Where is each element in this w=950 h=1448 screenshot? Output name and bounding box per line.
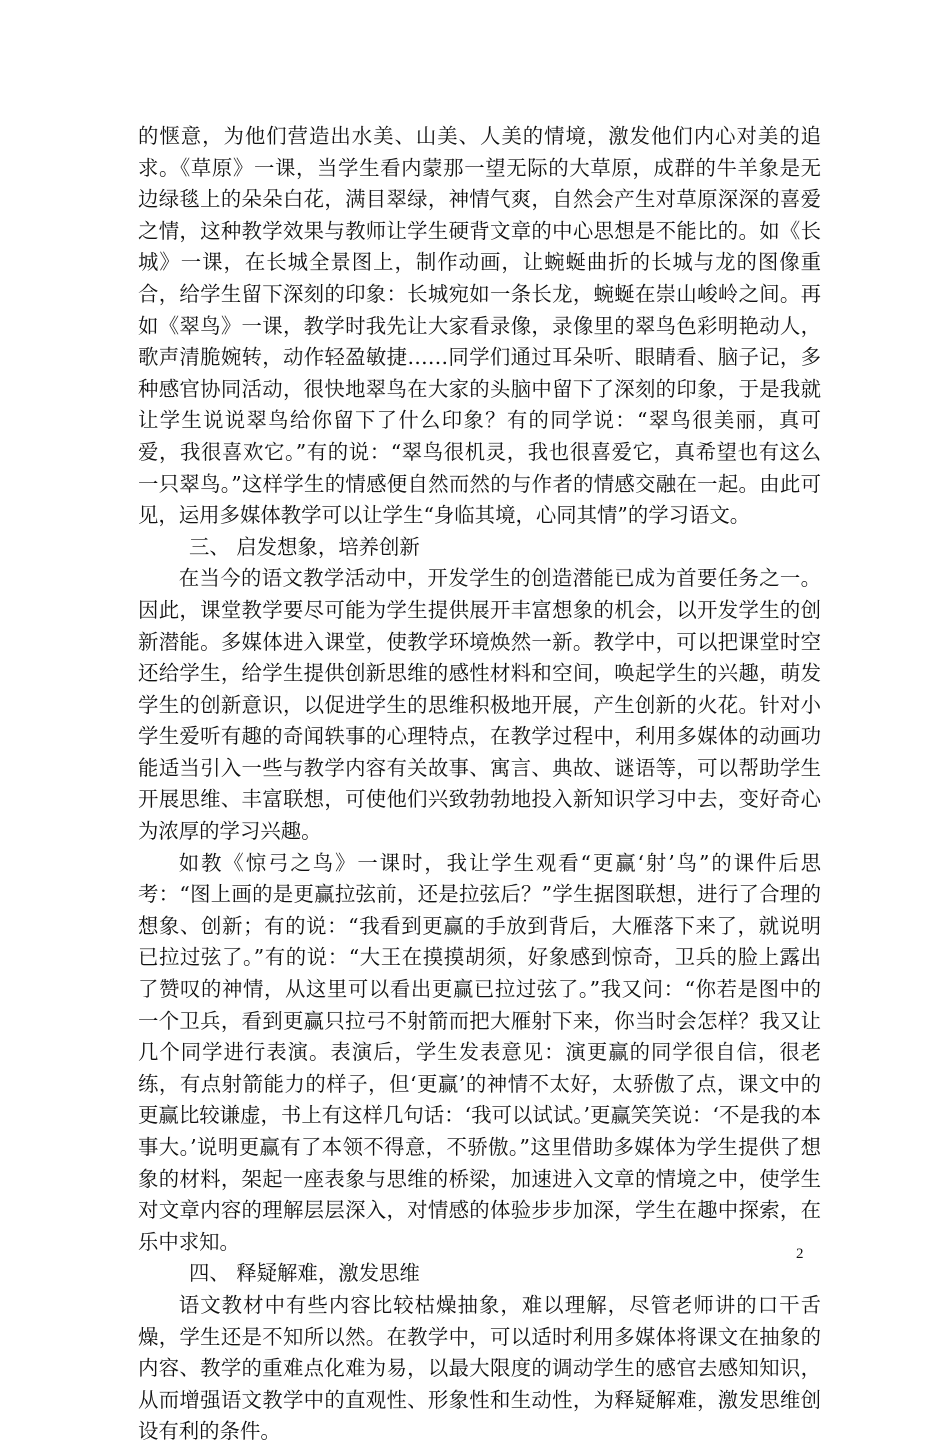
paragraph-continuation: 的惬意，为他们营造出水美、山美、人美的情境，激发他们内心对美的追求。《草原》一课，当学生看内蒙那一望无际的大草原，成群的牛羊象是无边绿毯上的朵朵白花，满目翠绿，神情气爽，自然会产生对草原深深的喜爱之情，这种教学效果与教师让学生硬背文章的中心思想是不能比的。如《长城》一课，在长城全景图上，制作动画，让蜿蜒曲折的长城与龙的图像重合，给学生留下深刻的印象：长城宛如一条长龙，蜿蜒在崇山峻岭之间。再如《翠鸟》一课，教学时我先让大家看录像，录像里的翠鸟色彩明艳动人，歌声清脆婉转，动作轻盈敏捷……同学们通过耳朵听、眼睛看、脑子记，多种感官协同活动，很快地翠鸟在大家的头脑中留下了深刻的印象，于是我就让学生说说翠鸟给你留下了什么印象？有的同学说：“翠鸟很美丽，真可爱，我很喜欢它。”有的说：“翠鸟很机灵，我也很喜爱它，真希望也有这么一只翠鸟。”这样学生的情感便自然而然的与作者的情感交融在一起。由此可见，运用多媒体教学可以让学生“身临其境，心同其情”的学习语文。 <box>138 124 821 528</box>
document-body <box>138 121 821 1448</box>
section-heading-three: 三、 启发想象，培养创新 <box>189 534 420 559</box>
section-heading-four: 四、 释疑解难，激发思维 <box>189 1261 420 1286</box>
paragraph-creativity: 在当今的语文教学活动中，开发学生的创造潜能已成为首要任务之一。因此，课堂教学要尽可能为学生提供展开丰富想象的机会，以开发学生的创新潜能。多媒体进入课堂，使教学环境焕然一新。教学中，可以把课堂时空还给学生，给学生提供创新思维的感性材料和空间，唤起学生的兴趣，萌发学生的创新意识，以促进学生的思维积极地开展，产生创新的火花。针对小学生爱听有趣的奇闻轶事的心理特点，在教学过程中，利用多媒体的动画功能适当引入一些与教学内容有关故事、寓言、典故、谜语等，可以帮助学生开展思维、丰富联想，可使他们兴致勃勃地投入新知识学习中去，变好奇心为浓厚的学习兴趣。 <box>138 566 821 844</box>
page-number: 2 <box>796 1246 804 1262</box>
paragraph-example-lesson: 如教《惊弓之鸟》一课时，我让学生观看“更赢‘射’鸟”的课件后思考：“图上画的是更赢拉弦前，还是拉弦后？”学生据图联想，进行了合理的想象、创新；有的说：“我看到更赢的手放到背后，大雁落下来了，就说明已拉过弦了。”有的说：“大王在摸摸胡须，好象感到惊奇，卫兵的脸上露出了赞叹的神情，从这里可以看出更赢已拉过弦了。”我又问：“你若是图中的一个卫兵，看到更赢只拉弓不射箭而把大雁射下来，你当时会怎样？我又让几个同学进行表演。表演后，学生发表意见：演更赢的同学很自信，很老练，有点射箭能力的样子，但‘更赢’的神情不太好，太骄傲了点，课文中的更赢比较谦虚，书上有这样几句话：‘我可以试试。’更赢笑笑说：‘不是我的本事大。’说明更赢有了本领不得意，不骄傲。”这里借助多媒体为学生提供了想象的材料，架起一座表象与思维的桥梁，加速进入文章的情境之中，使学生对文章内容的理解层层深入，对情感的体验步步加深，学生在趣中探索，在乐中求知。 <box>138 850 821 1254</box>
paragraph-difficulty: 语文教材中有些内容比较枯燥抽象，难以理解，尽管老师讲的口干舌燥，学生还是不知所以然。在教学中，可以适时利用多媒体将课文在抽象的内容、教学的重难点化难为易，以最大限度的调动学生的感官去感知知识，从而增强语文教学中的直观性、形象性和生动性，为释疑解难，激发思维创设有利的条件。 <box>138 1292 821 1444</box>
